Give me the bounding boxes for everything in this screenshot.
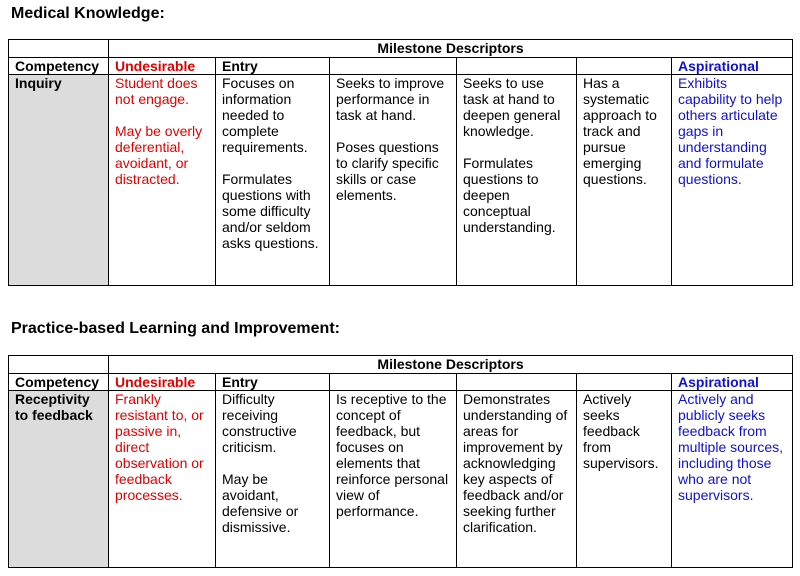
section-title-practice-based-learning: Practice-based Learning and Improvement: (11, 320, 340, 337)
header-blank-cell (9, 40, 109, 58)
descriptor-text: Has a systematic approach to track and pursue emerging questions. (583, 75, 657, 187)
undesirable-column-header: Undesirable (109, 374, 216, 391)
milestone-descriptors-header: Milestone Descriptors (109, 356, 793, 374)
entry-cell (216, 75, 330, 286)
descriptor-text: Frankly resistant to, or passive in, direct observation or feedback processes. (115, 391, 204, 503)
level4-cell (457, 75, 577, 286)
entry-column-header: Entry (216, 374, 330, 391)
practice-based-learning-table (8, 355, 793, 568)
section-title-medical-knowledge: Medical Knowledge: (11, 5, 165, 22)
aspirational-cell (672, 391, 793, 568)
descriptor-text: Is receptive to the concept of feedback, but focuses on elements that reinforce personal view of performance. (336, 391, 449, 519)
milestone-descriptors-header: Milestone Descriptors (109, 40, 793, 58)
level3-cell (330, 75, 457, 286)
descriptor-text: Formulates questions to deepen conceptual understanding. (463, 155, 556, 235)
descriptor-text: Formulates questions with some difficulty and/or seldom asks questions. (222, 171, 319, 251)
header-blank-cell (9, 356, 109, 374)
level5-column-header (577, 374, 672, 391)
competency-column-header: Competency (9, 374, 109, 391)
competency-column-header: Competency (9, 58, 109, 75)
medical-knowledge-table (8, 39, 793, 286)
aspirational-column-header: Aspirational (672, 58, 793, 75)
level5-cell (577, 391, 672, 568)
level3-column-header (330, 374, 457, 391)
descriptor-text: May be overly deferential, avoidant, or distracted. (115, 123, 203, 187)
entry-column-header: Entry (216, 58, 330, 75)
level4-cell (457, 391, 577, 568)
descriptor-text: Seeks to improve performance in task at hand. (336, 75, 445, 123)
level5-column-header (577, 58, 672, 75)
descriptor-text: Actively seeks feedback from supervisors. (583, 391, 659, 471)
undesirable-cell (109, 391, 216, 568)
milestone-header-row (9, 40, 793, 58)
level4-column-header (457, 58, 577, 75)
descriptor-text: Exhibits capability to help others articulate gaps in understanding and formulate questions. (678, 75, 783, 187)
table-row (9, 75, 793, 286)
descriptor-text: Poses questions to clarify specific skills or case elements. (336, 139, 439, 203)
competency-cell: Inquiry (9, 75, 109, 286)
level4-column-header (457, 374, 577, 391)
level5-cell (577, 75, 672, 286)
level3-cell (330, 391, 457, 568)
undesirable-cell (109, 75, 216, 286)
descriptor-text: Difficulty receiving constructive criticism. (222, 391, 297, 455)
entry-cell (216, 391, 330, 568)
table-row (9, 391, 793, 568)
descriptor-text: Demonstrates understanding of areas for improvement by acknowledging key aspects of feedback and/or seeking further clarification. (463, 391, 568, 535)
descriptor-text: Actively and publicly seeks feedback from multiple sources, including those who are not supervisors. (678, 391, 784, 503)
descriptor-text: Student does not engage. (115, 75, 198, 107)
milestone-header-row (9, 356, 793, 374)
descriptor-text: May be avoidant, defensive or dismissive. (222, 471, 299, 535)
column-header-row (9, 58, 793, 75)
aspirational-column-header: Aspirational (672, 374, 793, 391)
descriptor-text: Focuses on information needed to complete requirements. (222, 75, 308, 155)
column-header-row (9, 374, 793, 391)
descriptor-text: Seeks to use task at hand to deepen general knowledge. (463, 75, 561, 139)
aspirational-cell (672, 75, 793, 286)
level3-column-header (330, 58, 457, 75)
competency-cell: Receptivity to feedback (9, 391, 109, 568)
undesirable-column-header: Undesirable (109, 58, 216, 75)
